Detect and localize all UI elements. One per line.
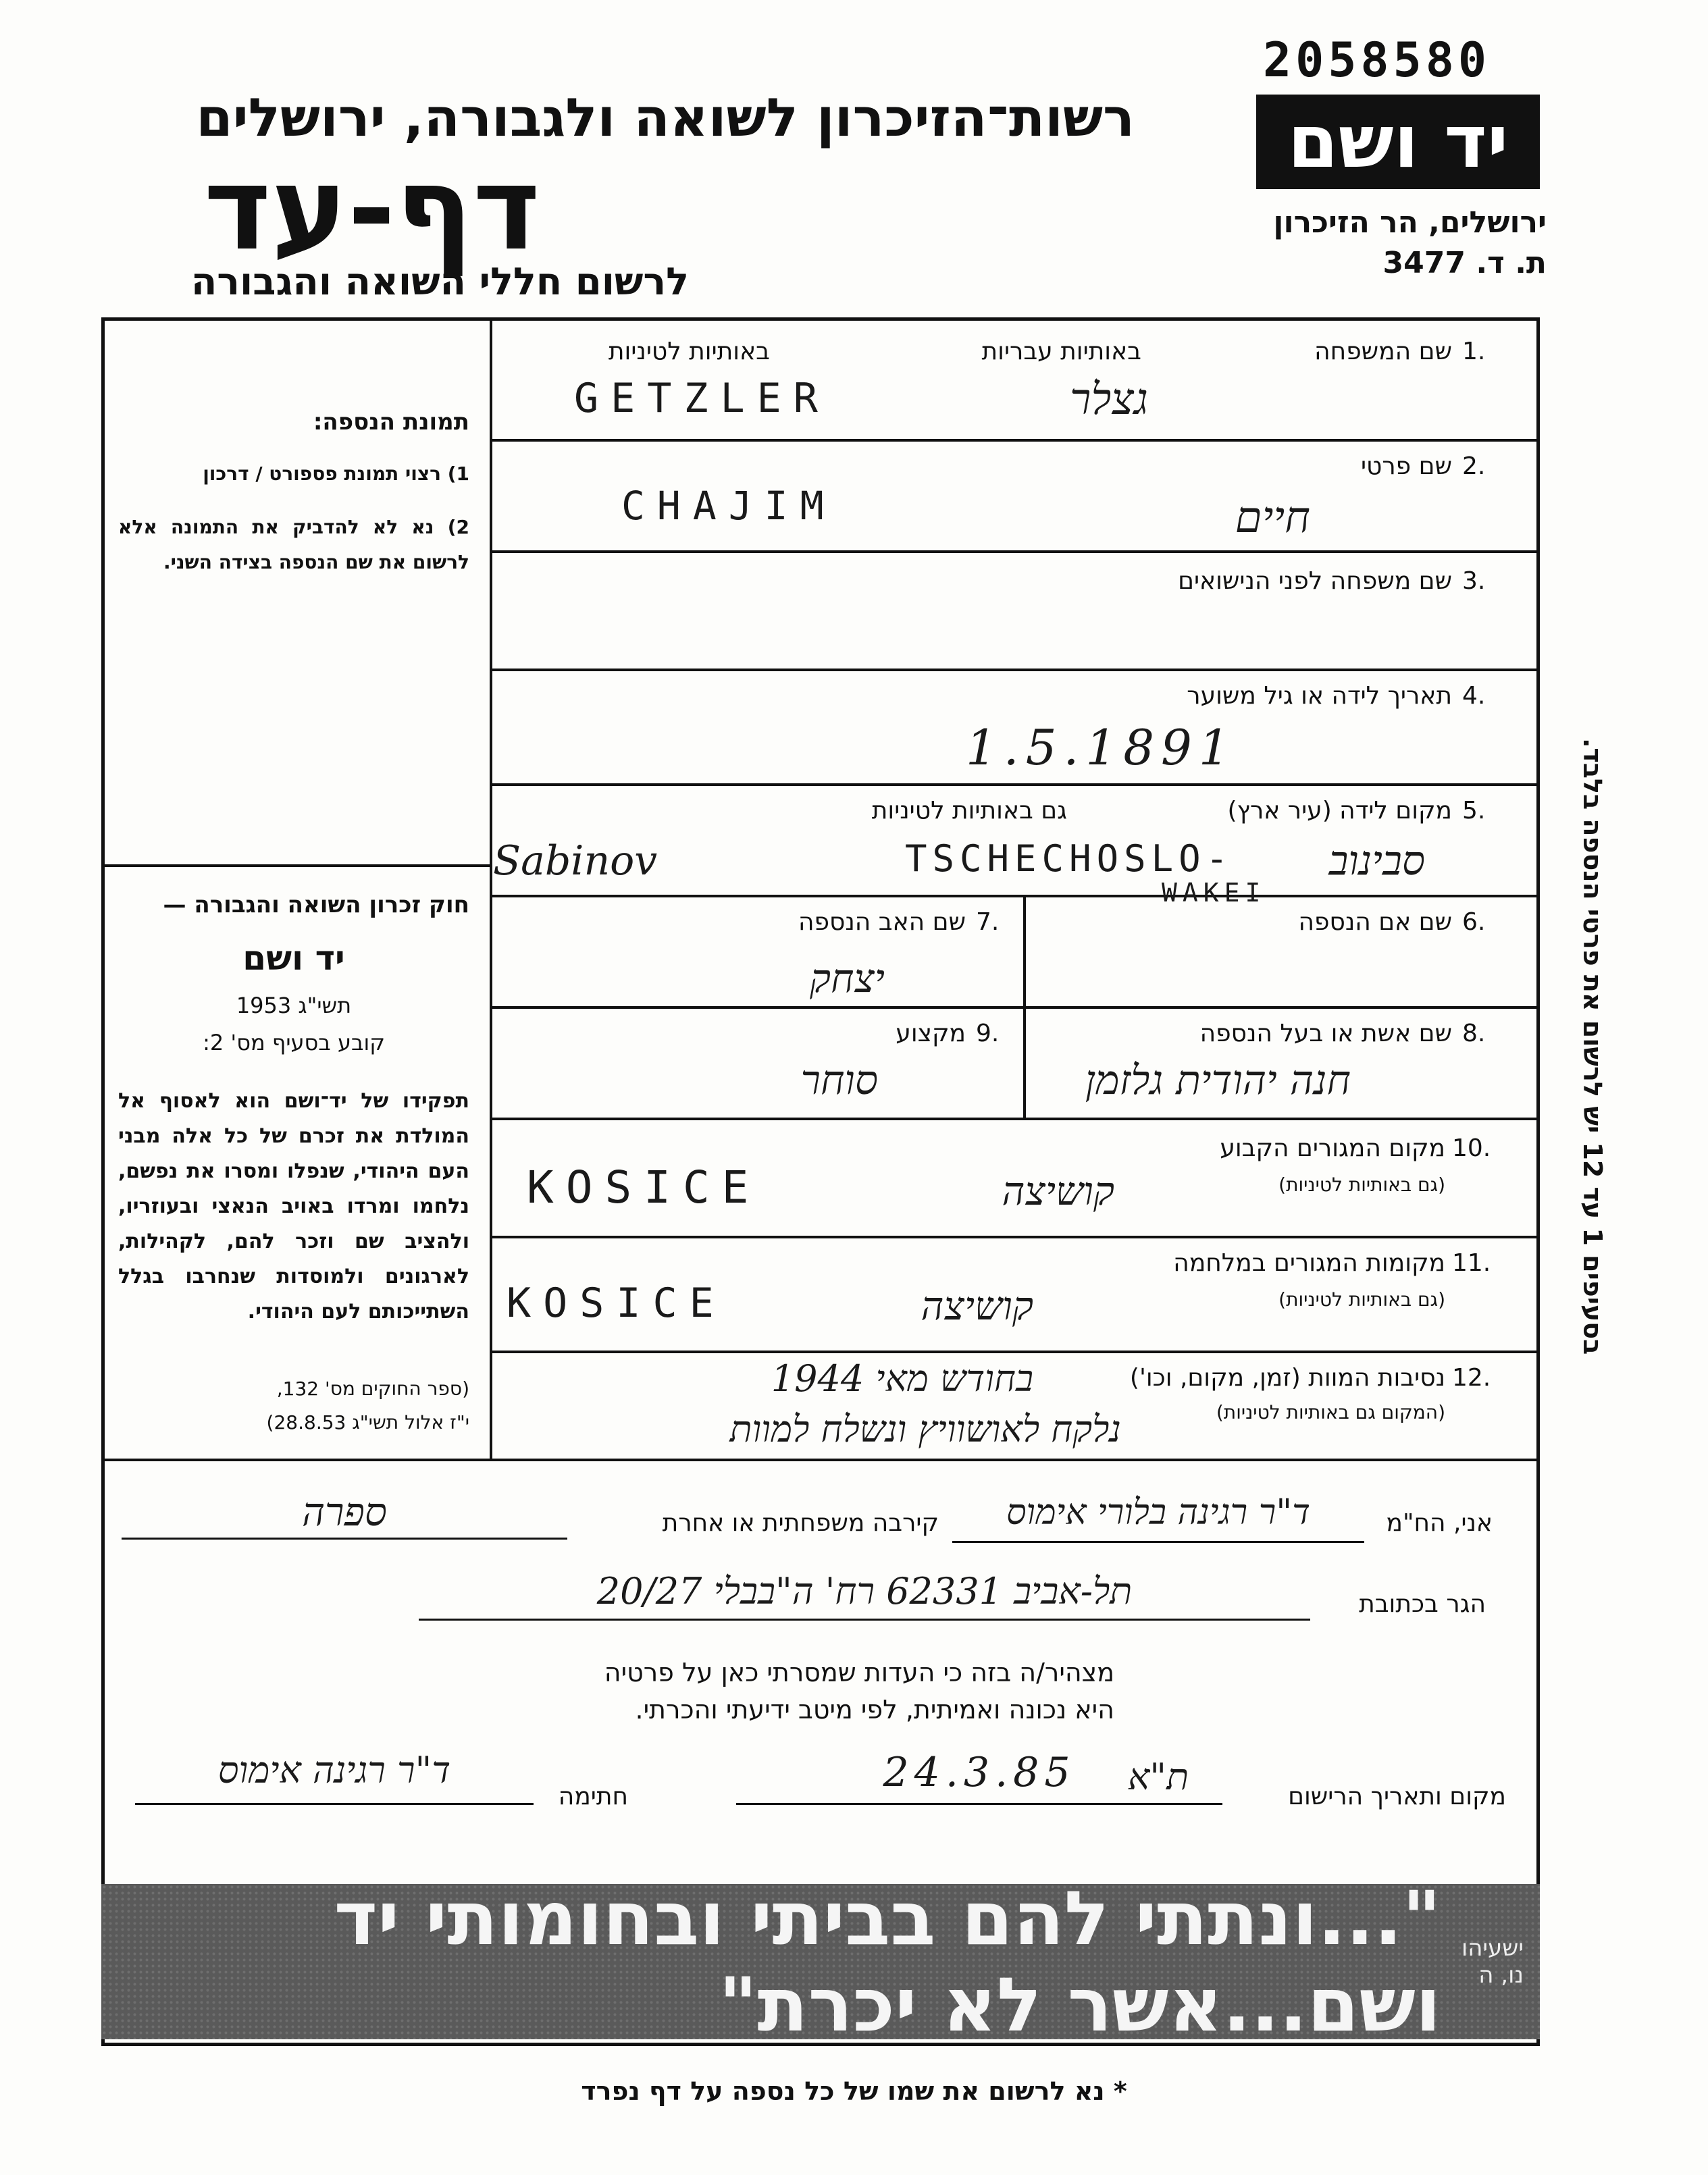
field-9-number: 9. xyxy=(976,1020,1000,1047)
law-source-1: (ספר החוקים מס' 132, xyxy=(276,1378,469,1400)
field-5-label: מקום לידה (עיר ארץ) xyxy=(1227,797,1452,824)
yad-vashem-logo: יד ושם xyxy=(1256,95,1540,189)
declarant-name-field[interactable]: ד"ר רגינה בלורי אימוס xyxy=(952,1492,1364,1543)
field-5-latin-country-cont[interactable]: WAKEI xyxy=(1162,878,1266,908)
photo-heading: תמונת הנספה: xyxy=(313,409,469,436)
side-instruction-note: בסעיפים 1 עד 12 יש לרשום את פרטי הנספה בלבד. xyxy=(1578,738,1607,1355)
field-5-latin-city[interactable]: Sabinov xyxy=(493,837,658,885)
field-11-latin-value[interactable]: KOSICE xyxy=(507,1280,726,1327)
field-8-number: 8. xyxy=(1462,1020,1486,1047)
statement-line-1: מצהיר/ה בזה כי העדות שמסרתי כאן על פרטיה xyxy=(604,1658,1114,1687)
row-divider xyxy=(490,439,1540,442)
field-11-label: מקומות המגורים במלחמה xyxy=(1173,1249,1445,1277)
field-3-number: 3. xyxy=(1462,567,1486,595)
field-1-latin-value[interactable]: GETZLER xyxy=(574,375,830,422)
field-10-hebrew-value[interactable]: קושיצה xyxy=(1002,1168,1114,1214)
page-title: דף-עד xyxy=(203,142,540,276)
field-11-latin-hint: (גם באותיות לטיניות) xyxy=(1278,1288,1445,1311)
law-source-2: י"ז אלול תשי"ג 28.8.53) xyxy=(266,1411,469,1434)
field-12-value-line-2[interactable]: נלקח לאושוויץ ונשלח למוות xyxy=(729,1408,1121,1450)
field-11-hebrew-value[interactable]: קושיצה xyxy=(921,1283,1033,1329)
relation-label: קירבה משפחתית או אחרת xyxy=(662,1509,939,1537)
address-label: הגר בכתובת xyxy=(1359,1590,1486,1618)
quote-banner xyxy=(101,1875,1540,2048)
photo-note-1: 1) רצוי תמונת פספורט / דרכון xyxy=(203,463,469,485)
page-subtitle: לרשום חללי השואה והגבורה xyxy=(190,260,689,304)
institution-address xyxy=(1249,203,1547,284)
place-value[interactable]: ת"א xyxy=(1127,1756,1189,1798)
signature-field[interactable]: ד"ר רגינה אימוס xyxy=(135,1749,534,1805)
law-year: תשי"ג 1953 xyxy=(236,993,352,1018)
form-serial-number: 2058580 xyxy=(1263,32,1491,88)
row-divider xyxy=(490,1236,1540,1238)
field-7-label: שם האב הנספה xyxy=(798,908,966,936)
column-latin-label: באותיות לטיניות xyxy=(608,338,770,365)
date-field[interactable]: 24.3.85 xyxy=(736,1749,1222,1805)
field-12-latin-hint: (המקום גם באותיות לטיניות) xyxy=(1216,1401,1445,1423)
field-2-latin-value[interactable]: CHAJIM xyxy=(621,483,836,529)
institution-name: רשות־הזיכרון לשואה ולגבורה, ירושלים xyxy=(196,88,1135,149)
law-name: יד ושם xyxy=(242,939,345,978)
field-12-label: נסיבות המוות (זמן, מקום, וכו') xyxy=(1129,1364,1445,1392)
row-divider xyxy=(490,895,1540,897)
photo-note-2: 2) נא לא להדביק את התמונה אלא לרשום את שם הנספה בצידה השני. xyxy=(118,516,469,573)
field-3-label[interactable]: שם משפחה לפני הנישואים xyxy=(1178,567,1452,595)
law-clause: קובע בסעיף מס' 2: xyxy=(203,1030,385,1055)
field-1-label: שם המשפחה xyxy=(1314,338,1452,365)
declarant-label: אני, הח"מ xyxy=(1386,1509,1493,1537)
field-9-value[interactable]: סוחר xyxy=(800,1057,878,1104)
field-2-number: 2. xyxy=(1462,452,1486,480)
field-5-hebrew-value[interactable]: סבינוב xyxy=(1328,837,1425,885)
field-2-label: שם פרטי xyxy=(1360,452,1452,480)
footnote: * נא לרשום את שמו של כל נספה על דף נפרד xyxy=(581,2076,1127,2106)
field-4-label: תאריך לידה או גיל משוער xyxy=(1187,682,1452,710)
address-field[interactable]: תל-אביב 62331 רח' ה"בבלי 20/27 xyxy=(419,1570,1310,1621)
field-12-value-line-1[interactable]: בחודש מאי 1944 xyxy=(771,1357,1033,1400)
field-6-number: 6. xyxy=(1462,908,1486,936)
law-text: תפקידו של יד־ושם הוא לאסוף אל המולדת את זכרם של כל אלה מבני העם היהודי, שנפלו ומסרו את נפשם, נלחמו ומרדו באויב הנאצי ובעוזריו, ולהציב שם וזכר להם, לקהילות, לארגונים ולמוסדות שנחרבו בגלל השתייכותם לעם היהודי. xyxy=(118,1089,469,1324)
row-divider xyxy=(490,550,1540,553)
field-4-value[interactable]: 1.5.1891 xyxy=(966,719,1237,776)
row-divider xyxy=(490,1118,1540,1120)
banner-source: ישעיהו נו, ה xyxy=(1461,1935,1524,1989)
field-10-latin-hint: (גם באותיות לטיניות) xyxy=(1278,1174,1445,1196)
field-5-number: 5. xyxy=(1462,797,1486,824)
field-8-value[interactable]: חנה יהודית גלזמן xyxy=(1085,1057,1351,1104)
banner-quote: "...ונתתי להם בביתי ובחומותי יד ושם...אשר לא יכרת" xyxy=(334,1875,1441,2048)
field-1-number: 1. xyxy=(1462,338,1486,365)
row-divider xyxy=(490,1351,1540,1353)
sidebar-section-divider xyxy=(101,864,491,867)
place-date-label: מקום ותאריך הרישום xyxy=(1288,1783,1506,1810)
field-12-number: 12. xyxy=(1452,1364,1491,1392)
field-5-latin-hint: גם באותיות לטיניות xyxy=(871,797,1067,824)
field-6-label[interactable]: שם אם הנספה xyxy=(1298,908,1452,936)
field-10-label: מקום המגורים הקבוע xyxy=(1220,1134,1445,1162)
field-11-number: 11. xyxy=(1452,1249,1491,1277)
field-2-hebrew-value[interactable]: חיים xyxy=(1235,493,1310,543)
statement-line-2: היא נכונה ואמיתית, לפי מיטב ידיעתי והכרתי. xyxy=(635,1695,1114,1725)
signature-label: חתימה xyxy=(558,1783,628,1810)
address-line-2: ת. ד. 3477 xyxy=(1382,246,1547,280)
field-10-latin-value[interactable]: KOSICE xyxy=(527,1161,761,1213)
field-5-latin-country[interactable]: TSCHECHOSLO- xyxy=(905,837,1234,880)
declaration-divider xyxy=(101,1459,1540,1461)
field-8-label: שם אשת או בעל הנספה xyxy=(1199,1020,1452,1047)
address-line-1: ירושלים, הר הזיכרון xyxy=(1273,205,1547,240)
sidebar-divider xyxy=(490,317,492,1459)
field-4-number: 4. xyxy=(1462,682,1486,710)
column-hebrew-label: באותיות עבריות xyxy=(981,338,1141,365)
row-divider xyxy=(490,783,1540,786)
field-1-hebrew-value[interactable]: גצלר xyxy=(1069,375,1148,425)
field-10-number: 10. xyxy=(1452,1134,1491,1162)
field-7-number: 7. xyxy=(976,908,1000,936)
row-divider xyxy=(490,669,1540,671)
law-title: חוק זכרון השואה והגבורה — xyxy=(163,891,469,918)
relation-field[interactable]: ספרה xyxy=(122,1489,567,1540)
field-7-value[interactable]: יצחק xyxy=(810,955,885,1001)
field-9-label: מקצוע xyxy=(896,1020,966,1047)
row-divider xyxy=(490,1006,1540,1009)
